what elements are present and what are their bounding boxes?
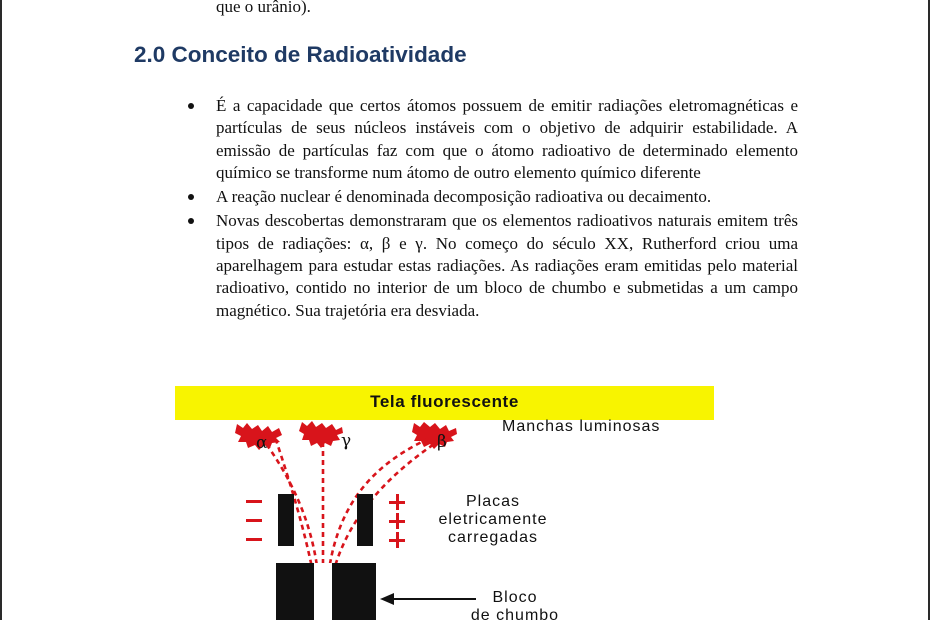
plus-sign-1 <box>389 494 405 510</box>
alpha-label: α <box>256 433 268 453</box>
lead-block-cavity <box>314 563 332 620</box>
charged-plates-label-line2: eletricamente <box>438 511 548 528</box>
minus-sign-3 <box>246 538 262 541</box>
plus-sign-2 <box>389 513 405 529</box>
luminous-spots-label: Manchas luminosas <box>502 418 661 435</box>
minus-sign-2 <box>246 519 262 522</box>
bullet-item-nuclear-reaction: A reação nuclear é denominada decomposição radioativa ou decaimento. <box>216 186 798 208</box>
gamma-label: γ <box>341 431 352 451</box>
negative-plate <box>278 494 294 546</box>
beta-label: β <box>437 432 447 452</box>
plus-sign-3 <box>389 532 405 548</box>
fluorescent-screen-label: Tela fluorescente <box>370 392 519 411</box>
luminous-spot-gamma <box>299 421 343 448</box>
bullet-item-discoveries-end: magnético. Sua trajetória era desviada. <box>216 300 480 320</box>
charged-plates-label-line1: Placas <box>465 493 521 510</box>
luminous-spot-beta <box>412 422 457 449</box>
charged-plates-label-line3: carregadas <box>447 529 539 546</box>
previous-paragraph-end: que o urânio). <box>216 0 311 16</box>
minus-sign-1 <box>246 500 262 503</box>
bullet-item-definition: É a capacidade que certos átomos possuem de emitir radiações eletromagnéticas e partículas de seus núcleos instáveis com o objetivo de adquirir estabilidade. A emissão de partículas faz com que o átomo radioativo de determinado elemento químico se transforme num átomo de outro elemento químico diferente <box>216 95 798 184</box>
lead-block-label-line2: de chumbo <box>470 607 560 624</box>
section-heading: 2.0 Conceito de Radioatividade <box>134 42 467 67</box>
lead-block-label-line1: Bloco <box>492 589 538 606</box>
charged-plates-label <box>418 493 568 547</box>
positive-plate <box>357 494 373 546</box>
bullet-item-discoveries-text: Novas descobertas demonstraram que os elementos radioativos naturais emitem três tipos de radiações: α, β e γ. No começo do século XX, Rutherford criou uma aparelhagem para estudar estas radiações. As radiações eram emitidas pelo material radioativo, contido no interior de um bloco de chumbo e submetidas a um campo <box>216 211 798 298</box>
